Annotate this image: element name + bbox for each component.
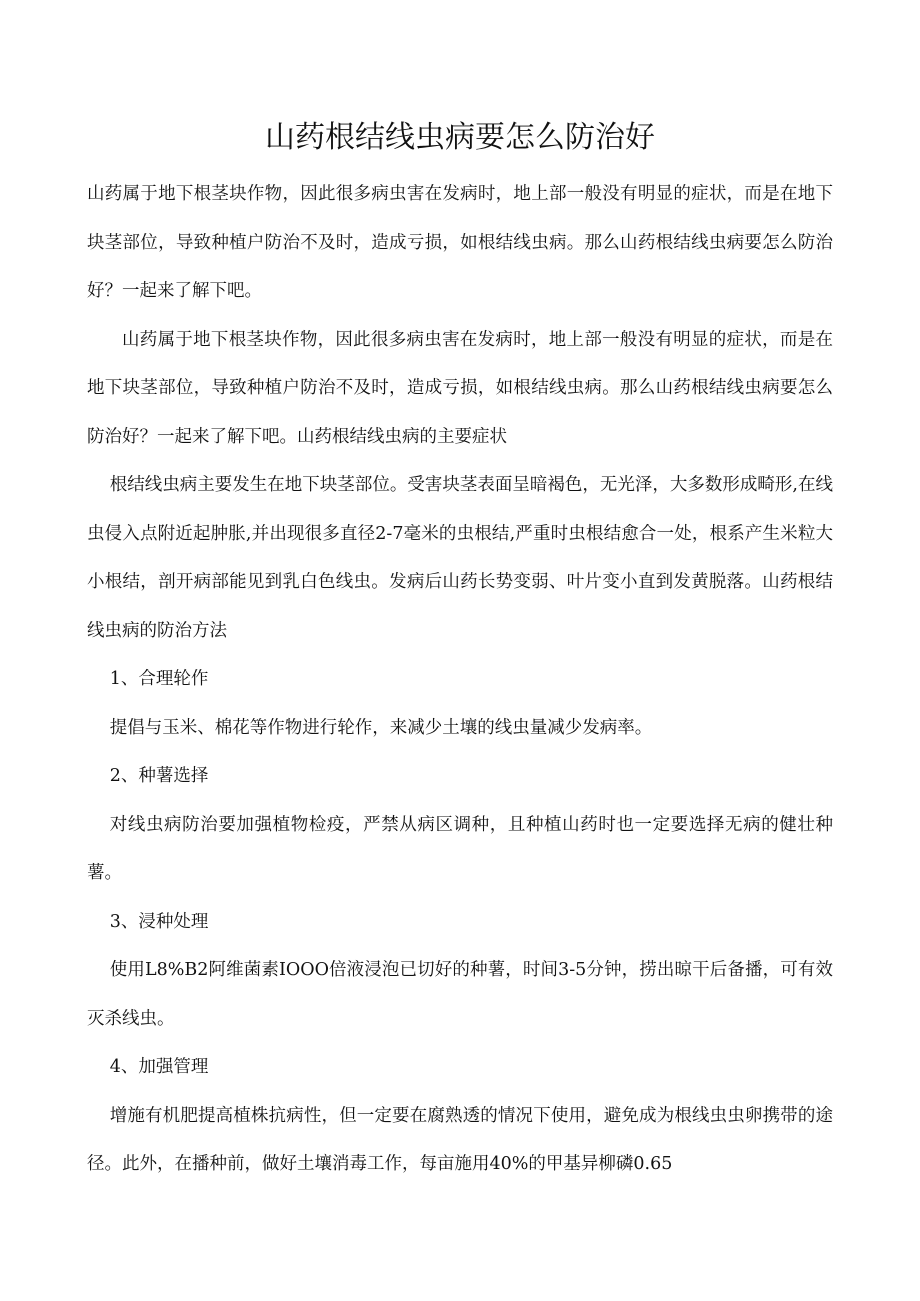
section-heading-rotation: 1、合理轮作	[109, 669, 209, 689]
section-heading-management: 4、加强管理	[109, 1057, 209, 1077]
page-title: 山药根结线虫病要怎么防治好	[265, 120, 655, 155]
paragraph-seed-soaking: 使用L8%B2阿维菌素IOOO倍液浸泡已切好的种薯，时间3-5分钟，捞出晾干后备播，可有效灭杀线虫。	[87, 960, 833, 1029]
intro-paragraph: 山药属于地下根茎块作物，因此很多病虫害在发病时，地上部一般没有明显的症状，而是在地下块茎部位，导致种植户防治不及时，造成亏损，如根结线虫病。那么山药根结线虫病要怎么防治好？一起来了解下吧。	[87, 184, 833, 301]
document-body	[87, 170, 833, 1189]
paragraph-overview: 山药属于地下根茎块作物，因此很多病虫害在发病时，地上部一般没有明显的症状，而是在地下块茎部位，导致种植户防治不及时，造成亏损，如根结线虫病。那么山药根结线虫病要怎么防治好？一起来了解下吧。山药根结线虫病的主要症状	[87, 329, 833, 447]
paragraph-rotation: 提倡与玉米、棉花等作物进行轮作，来减少土壤的线虫量减少发病率。	[109, 717, 653, 738]
section-heading-seed-soaking: 3、浸种处理	[109, 911, 209, 932]
section-heading-seed-selection: 2、种薯选择	[109, 766, 209, 786]
paragraph-seed-selection: 对线虫病防治要加强植物检疫，严禁从病区调种，且种植山药时也一定要选择无病的健壮种薯。	[87, 814, 833, 883]
paragraph-management: 增施有机肥提高植株抗病性，但一定要在腐熟透的情况下使用，避免成为根线虫虫卵携带的途径。此外，在播种前，做好土壤消毒工作，每亩施用40%的甲基异柳磷0.65	[87, 1105, 833, 1174]
paragraph-symptoms: 根结线虫病主要发生在地下块茎部位。受害块茎表面呈暗褐色，无光泽，大多数形成畸形,在线虫侵入点附近起肿胀,并出现很多直径2-7毫米的虫根结,严重时虫根结愈合一处，根系产生米粒大小根结，剖开病部能见到乳白色线虫。发病后山药长势变弱、叶片变小直到发黄脱落。山药根结线虫病的防治方法	[87, 475, 833, 641]
